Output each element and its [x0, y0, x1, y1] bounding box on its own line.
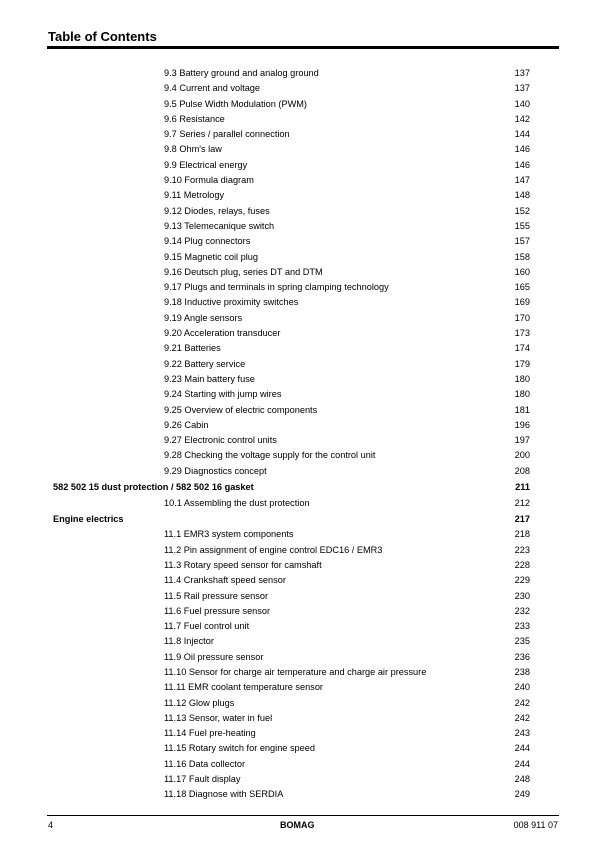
toc-entry-page: 137: [514, 68, 530, 78]
toc-entry-label: 9.9 Electrical energy: [164, 159, 248, 170]
toc-entry[interactable]: [0, 173, 605, 188]
toc-entry-page: 233: [514, 621, 530, 632]
toc-entry-page: 212: [514, 497, 530, 508]
toc-entry-label: 9.5 Pulse Width Modulation (PWM): [164, 98, 307, 109]
toc-entry-label: 9.25 Overview of electric components: [164, 404, 318, 415]
toc-entry[interactable]: [0, 204, 605, 219]
toc-entry-label: 9.14 Plug connectors: [164, 236, 251, 247]
toc-entry-page: 200: [514, 450, 530, 461]
toc-entry-page: 242: [514, 712, 530, 723]
toc-entry-label: 11.16 Data collector: [164, 758, 246, 769]
toc-entry-page: 236: [514, 651, 530, 662]
toc-entry-page: 180: [514, 389, 530, 400]
page-title: Table of Contents: [48, 29, 157, 44]
toc-entry-label: 9.21 Batteries: [164, 343, 221, 354]
toc-entry-label: 9.12 Diodes, relays, fuses: [164, 205, 270, 216]
toc-entry-page: 243: [514, 728, 530, 739]
toc-entry-page: 248: [514, 774, 530, 785]
toc-entry-label: 9.6 Resistance: [164, 113, 225, 124]
header-rule: [47, 46, 559, 49]
toc-entry[interactable]: [0, 265, 605, 280]
toc-entry-page: 142: [514, 113, 530, 124]
toc-entry-page: 197: [514, 435, 530, 446]
toc-entry-page: 174: [514, 343, 530, 354]
toc-entry-label: Engine electrics: [53, 513, 124, 524]
toc-entry-page: 144: [514, 129, 530, 140]
toc-entry-page: 211: [515, 482, 530, 493]
footer-doc-code: 008 911 07: [513, 820, 558, 830]
toc-entry[interactable]: [0, 433, 605, 448]
toc-entry-page: 242: [514, 697, 530, 708]
toc-chapter-entry[interactable]: [0, 511, 605, 528]
toc-entry-label: 9.22 Battery service: [164, 358, 246, 369]
toc-entry[interactable]: [0, 558, 605, 573]
toc-entry-label: 11.8 Injector: [164, 636, 214, 647]
toc-entry[interactable]: [0, 772, 605, 787]
toc-entry[interactable]: [0, 387, 605, 402]
toc-entry-label: 582 502 15 dust protection / 582 502 16 gasket: [53, 482, 254, 493]
toc-entry-page: 157: [514, 236, 530, 247]
toc-entry-page: 244: [514, 758, 530, 769]
toc-chapter-entry[interactable]: [0, 479, 605, 496]
toc-entry-page: 181: [514, 404, 530, 415]
toc-entry[interactable]: [0, 696, 605, 711]
toc-entry[interactable]: [0, 357, 605, 372]
toc-entry-page: 240: [514, 682, 530, 693]
toc-entry[interactable]: [0, 341, 605, 356]
toc-entry-label: 9.7 Series / parallel connection: [164, 129, 290, 140]
toc-entry-label: 11.17 Fault display: [164, 774, 241, 785]
toc-entry[interactable]: [0, 464, 605, 479]
toc-entry-label: 9.8 Ohm's law: [164, 144, 222, 155]
toc-entry-page: 148: [514, 190, 530, 201]
toc-entry[interactable]: [0, 295, 605, 310]
toc-entry-label: 11.13 Sensor, water in fuel: [164, 712, 273, 723]
toc-entry-page: 152: [514, 205, 530, 216]
toc-entry[interactable]: [0, 573, 605, 588]
toc-entry-label: 11.5 Rail pressure sensor: [164, 590, 269, 601]
toc-entry-page: 230: [514, 590, 530, 601]
toc-entry[interactable]: [0, 650, 605, 665]
toc-entry[interactable]: [0, 589, 605, 604]
toc-entry-label: 11.18 Diagnose with SERDIA: [164, 789, 284, 800]
toc-entry-label: 9.27 Electronic control units: [164, 435, 277, 446]
toc-entry-label: 9.29 Diagnostics concept: [164, 465, 267, 476]
toc-entry-page: 169: [514, 297, 530, 308]
toc-entry-label: 9.26 Cabin: [164, 419, 209, 430]
toc-entry[interactable]: [0, 311, 605, 326]
toc-entry[interactable]: [0, 142, 605, 157]
toc-entry-label: 10.1 Assembling the dust protection: [164, 497, 310, 508]
toc-entry-page: 196: [514, 419, 530, 430]
toc-entry[interactable]: [0, 81, 605, 96]
toc-entry-label: 9.23 Main battery fuse: [164, 373, 255, 384]
toc-entry-page: 170: [514, 312, 530, 323]
toc-entry[interactable]: [0, 250, 605, 265]
toc-entry-page: 137: [514, 83, 530, 94]
toc-entry-label: 11.15 Rotary switch for engine speed: [164, 743, 316, 754]
toc-entry-page: 235: [514, 636, 530, 647]
toc-entry-label: 11.4 Crankshaft speed sensor: [164, 575, 286, 586]
toc-entry-page: 218: [514, 529, 530, 540]
toc-entry-label: 11.2 Pin assignment of engine control EDC16 / EMR3: [164, 544, 383, 555]
toc-entry-page: 155: [514, 220, 530, 231]
toc-entry[interactable]: [0, 604, 605, 619]
toc-entry-page: 238: [514, 666, 530, 677]
toc-entry-page: 217: [514, 513, 530, 524]
toc-entry-label: 9.4 Current and voltage: [164, 83, 261, 94]
toc-entry-label: 9.11 Metrology: [164, 190, 225, 201]
toc-entry[interactable]: [0, 448, 605, 463]
toc-entry-page: 173: [514, 328, 530, 339]
toc-entry[interactable]: [0, 741, 605, 756]
toc-entry-page: 158: [514, 251, 530, 262]
toc-entry[interactable]: [0, 726, 605, 741]
toc-entry-label: 11.3 Rotary speed sensor for camshaft: [164, 559, 322, 570]
toc-entry-page: 165: [514, 282, 530, 293]
table-of-contents: [0, 66, 605, 803]
toc-entry-label: 11.1 EMR3 system components: [164, 529, 294, 540]
toc-entry-page: 140: [514, 98, 530, 109]
toc-entry-label: 9.28 Checking the voltage supply for the control unit: [164, 450, 376, 461]
toc-entry[interactable]: [0, 711, 605, 726]
toc-entry[interactable]: [0, 680, 605, 695]
toc-entry-label: 9.3 Battery ground and analog ground: [164, 68, 319, 78]
toc-entry-label: 9.20 Acceleration transducer: [164, 328, 281, 339]
toc-entry[interactable]: [0, 127, 605, 142]
toc-entry-label: 11.14 Fuel pre-heating: [164, 728, 256, 739]
toc-entry-label: 9.17 Plugs and terminals in spring clamping technology: [164, 282, 389, 293]
toc-entry-page: 228: [514, 559, 530, 570]
toc-entry[interactable]: [0, 112, 605, 127]
toc-entry-page: 179: [514, 358, 530, 369]
toc-entry-label: 11.11 EMR coolant temperature sensor: [164, 682, 323, 693]
toc-entry[interactable]: [0, 496, 605, 511]
toc-entry[interactable]: [0, 326, 605, 341]
footer-brand: BOMAG: [280, 820, 315, 830]
toc-entry-label: 9.24 Starting with jump wires: [164, 389, 282, 400]
toc-entry[interactable]: [0, 543, 605, 558]
toc-entry[interactable]: [0, 665, 605, 680]
toc-entry[interactable]: [0, 188, 605, 203]
toc-entry-label: 9.15 Magnetic coil plug: [164, 251, 258, 262]
toc-entry-page: 180: [514, 373, 530, 384]
toc-entry[interactable]: [0, 66, 605, 81]
toc-entry[interactable]: [0, 403, 605, 418]
toc-entry-page: 147: [514, 175, 530, 186]
toc-entry-label: 9.19 Angle sensors: [164, 312, 243, 323]
toc-entry-page: 160: [514, 266, 530, 277]
toc-entry-page: 223: [514, 544, 530, 555]
toc-entry[interactable]: [0, 619, 605, 634]
toc-entry-label: 11.7 Fuel control unit: [164, 621, 250, 632]
toc-entry-label: 11.10 Sensor for charge air temperature and charge air pressure: [164, 666, 427, 677]
toc-entry-label: 9.18 Inductive proximity switches: [164, 297, 299, 308]
toc-entry-label: 11.9 Oil pressure sensor: [164, 651, 264, 662]
toc-entry-page: 244: [514, 743, 530, 754]
toc-entry-page: 229: [514, 575, 530, 586]
footer-rule: [47, 815, 559, 816]
toc-entry-page: 249: [514, 789, 530, 800]
toc-entry-label: 11.12 Glow plugs: [164, 697, 235, 708]
toc-entry[interactable]: [0, 158, 605, 173]
toc-entry-label: 11.6 Fuel pressure sensor: [164, 605, 271, 616]
toc-entry-label: 9.13 Telemecanique switch: [164, 220, 275, 231]
toc-entry[interactable]: [0, 757, 605, 772]
toc-entry-page: 208: [514, 465, 530, 476]
toc-entry[interactable]: [0, 97, 605, 112]
toc-entry-page: 146: [514, 159, 530, 170]
toc-entry[interactable]: [0, 418, 605, 433]
toc-entry[interactable]: [0, 634, 605, 649]
toc-entry-page: 146: [514, 144, 530, 155]
toc-entry-label: 9.10 Formula diagram: [164, 175, 254, 186]
toc-entry[interactable]: [0, 787, 605, 802]
toc-entry[interactable]: [0, 527, 605, 542]
toc-entry[interactable]: [0, 234, 605, 249]
toc-entry-page: 232: [514, 605, 530, 616]
footer-page-number: 4: [48, 820, 54, 830]
toc-entry[interactable]: [0, 280, 605, 295]
toc-entry-label: 9.16 Deutsch plug, series DT and DTM: [164, 266, 323, 277]
toc-entry[interactable]: [0, 372, 605, 387]
toc-entry[interactable]: [0, 219, 605, 234]
